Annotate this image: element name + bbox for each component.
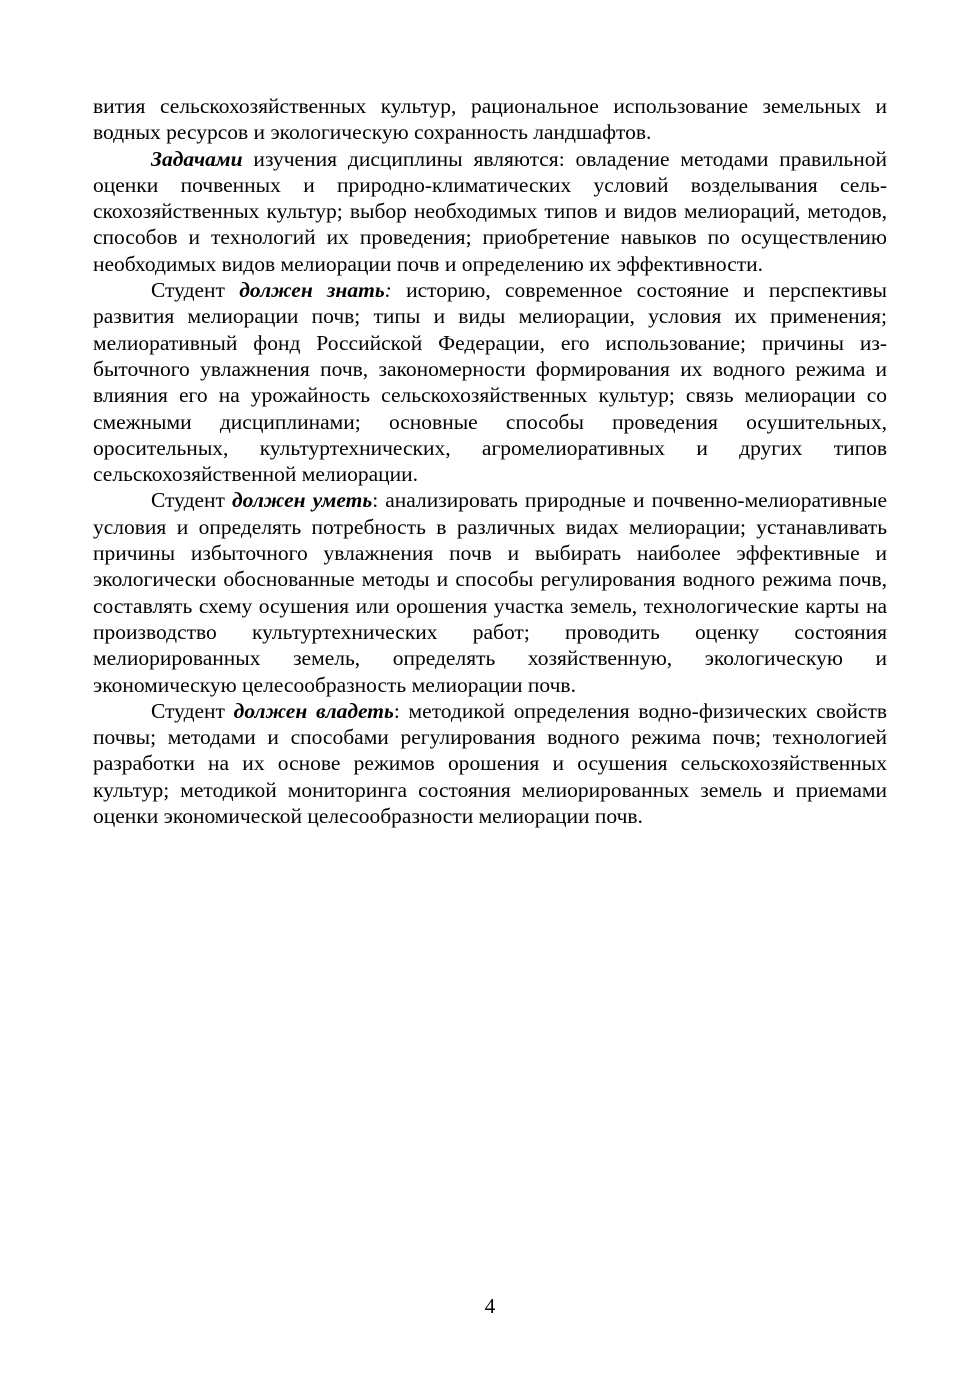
paragraph-lead: Студент: [151, 278, 240, 303]
paragraph-text: анализировать природные и почвенно-мелиоративные условия и определять потребность в различных видах мелиорации; устанавливать причины избыточного увлажнения почв и выбирать наиболее эффективные и экологически обоснованные методы и способы регулирования водного режима почв, составлять схему осушения или орошения участка земель, технологические карты на производство культуртехнических работ; проводить оценку состояния мелиорированных земель, определять хозяйственную, экологическую и экономическую целесообразность мелиорации почв.: [93, 488, 887, 697]
paragraph-lead: Студент: [151, 698, 234, 723]
paragraph-text: изучения дисциплины являются: овладение методами правильной оценки почвенных и природно-климатических условий возделывания сельскохозяйственных культур; выбор необходимых типов и видов мелиораций, методов, способов и технологий их проведения; приобретение навыков по осуществлению необходимых видов мелиорации почв и определению их эффективности.: [93, 146, 887, 276]
paragraph-text: историю, современное состояние и перспективы развития мелиорации почв; типы и виды мелиорации, условия их применения; мелиоративный фонд Российской Федерации, его использование; причины избыточного увлажнения почв, закономерности формирования их водного режима и влияния его на урожайность сельскохозяйственных культур; связь мелиорации со смежными дисциплинами; основные способы проведения осушительных, оросительных, культуртехнических, агромелиоративных и других типов сельскохозяйственной мелиорации.: [93, 278, 887, 487]
paragraph-intro-continuation: [93, 93, 887, 146]
paragraph-must-know: [93, 277, 887, 487]
paragraph-must-be-able: [93, 487, 887, 697]
paragraph-emphasis: должен владеть: [233, 698, 394, 723]
paragraph-lead: Студент: [151, 488, 233, 513]
paragraph-tasks: [93, 146, 887, 277]
paragraph-text: вития сельскохозяйственных культур, рациональное использование земельных и водных ресурсов и экологическую сохранность ландшафтов.: [93, 94, 887, 145]
paragraph-punct: :: [372, 488, 379, 513]
document-page: [93, 93, 887, 829]
paragraph-text: методикой определения водно-физических свойств почвы; методами и способами регулирования водного режима почв; технологией разработки на их основе режимов орошения и осушения сельскохозяйственных культур; методикой мониторинга состояния мелиорированных земель и приемами оценки экономической целесообразности мелиорации почв.: [93, 698, 888, 829]
page-number: 4: [484, 1294, 496, 1318]
paragraph-emphasis: должен уметь: [232, 488, 373, 513]
paragraph-emphasis: должен знать: [239, 278, 385, 303]
paragraph-punct: :: [393, 698, 400, 723]
paragraph-emphasis: Задачами: [151, 146, 243, 171]
paragraph-must-master: [93, 698, 887, 829]
paragraph-punct: :: [384, 278, 392, 303]
